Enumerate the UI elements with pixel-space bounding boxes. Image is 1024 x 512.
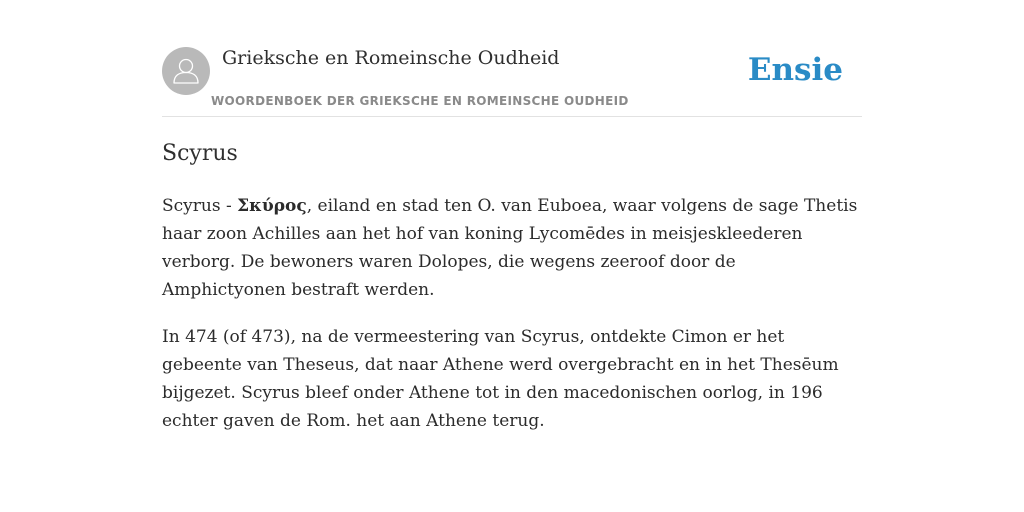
article [162,138,862,435]
article-paragraph-2: In 474 (of 473), na de vermeestering van Scyrus, ontdekte Cimon er het gebeente van Theseus, dat naar Athene werd overgebracht en in het Thesēum bijgezet. Scyrus bleef onder Athene tot in den macedonischen oorlog, in 196 echter gaven de Rom. het aan Athene terug. [162,327,839,431]
collection-avatar[interactable] [162,47,210,95]
ensie-logo-link[interactable]: Ensie [747,52,843,88]
article-title: Scyrus [162,141,238,166]
headword-separator: - [220,196,238,216]
headword: Scyrus [162,196,221,216]
paragraph-1-text: , eiland en stad ten O. van Euboea, waar volgens de sage Thetis haar zoon Achilles aan het hof van koning Lycomēdes in meisjeskleederen verborg. De bewoners waren Dolopes, die wegens zeeroof door de Amphictyonen bestraft werden. [162,196,858,300]
user-icon [162,47,210,95]
collection-subtitle: WOORDENBOEK DER GRIEKSCHE EN ROMEINSCHE OUDHEID [211,94,629,108]
collection-title-link[interactable]: Grieksche en Romeinsche Oudheid [222,47,560,69]
greek-headword: Σκύρος [237,196,307,216]
article-paragraph-1 [162,192,862,304]
header [162,46,862,117]
